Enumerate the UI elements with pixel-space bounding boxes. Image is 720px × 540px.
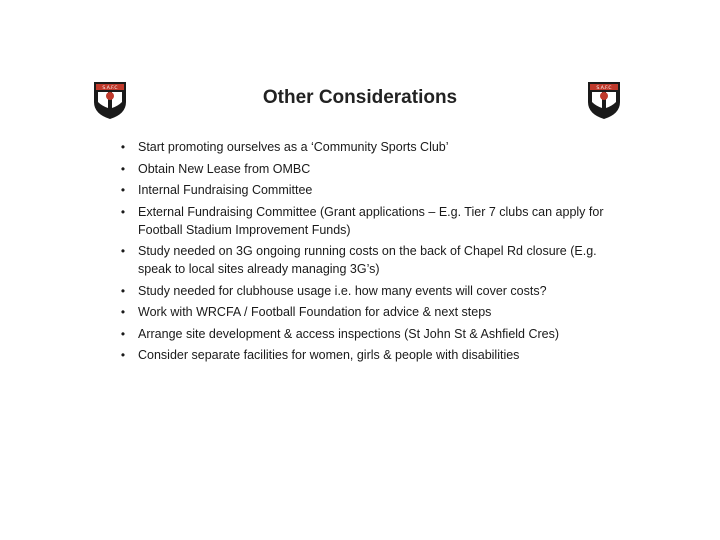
bullet-icon: •	[120, 283, 126, 298]
bullet-icon: •	[120, 204, 126, 219]
list-item-text: Arrange site development & access inspections (St John St & Ashfield Cres)	[138, 326, 560, 341]
list-item	[118, 203, 618, 239]
bullet-icon: •	[120, 183, 126, 197]
list-item	[118, 181, 618, 199]
list-item-text: Study needed for clubhouse usage i.e. how many events will cover costs?	[138, 283, 547, 298]
list-item-text: Study needed on 3G ongoing running costs on the back of Chapel Rd closure (E.g. speak to local sites already managing 3G’s)	[138, 244, 597, 276]
bullet-icon: •	[120, 161, 126, 176]
bullet-icon: •	[120, 305, 126, 319]
list-item-text: Obtain New Lease from OMBC	[138, 161, 311, 176]
club-crest-icon	[586, 80, 622, 120]
list-item-text: Start promoting ourselves as a ‘Community Sports Club’	[138, 140, 449, 154]
list-item	[118, 303, 618, 321]
svg-text:S.A.F.C: S.A.F.C	[596, 86, 612, 91]
list-item	[118, 282, 618, 300]
bullet-icon: •	[120, 326, 126, 341]
list-item	[118, 346, 618, 364]
list-item	[118, 325, 618, 343]
bullet-list	[118, 138, 618, 368]
list-item-text: Internal Fundraising Committee	[138, 183, 313, 197]
list-item	[118, 160, 618, 178]
list-item	[118, 242, 618, 278]
svg-text:S.A.F.C: S.A.F.C	[102, 86, 118, 91]
list-item	[118, 138, 618, 156]
bullet-icon: •	[120, 348, 126, 362]
bullet-icon: •	[120, 140, 126, 154]
list-item-text: External Fundraising Committee (Grant applications – E.g. Tier 7 clubs can apply for Football Stadium Improvement Funds)	[138, 204, 604, 237]
list-item-text: Consider separate facilities for women, girls & people with disabilities	[138, 348, 520, 362]
bullet-icon: •	[120, 244, 126, 258]
list-item-text: Work with WRCFA / Football Foundation for advice & next steps	[138, 305, 492, 319]
page-title: Other Considerations	[262, 87, 458, 108]
